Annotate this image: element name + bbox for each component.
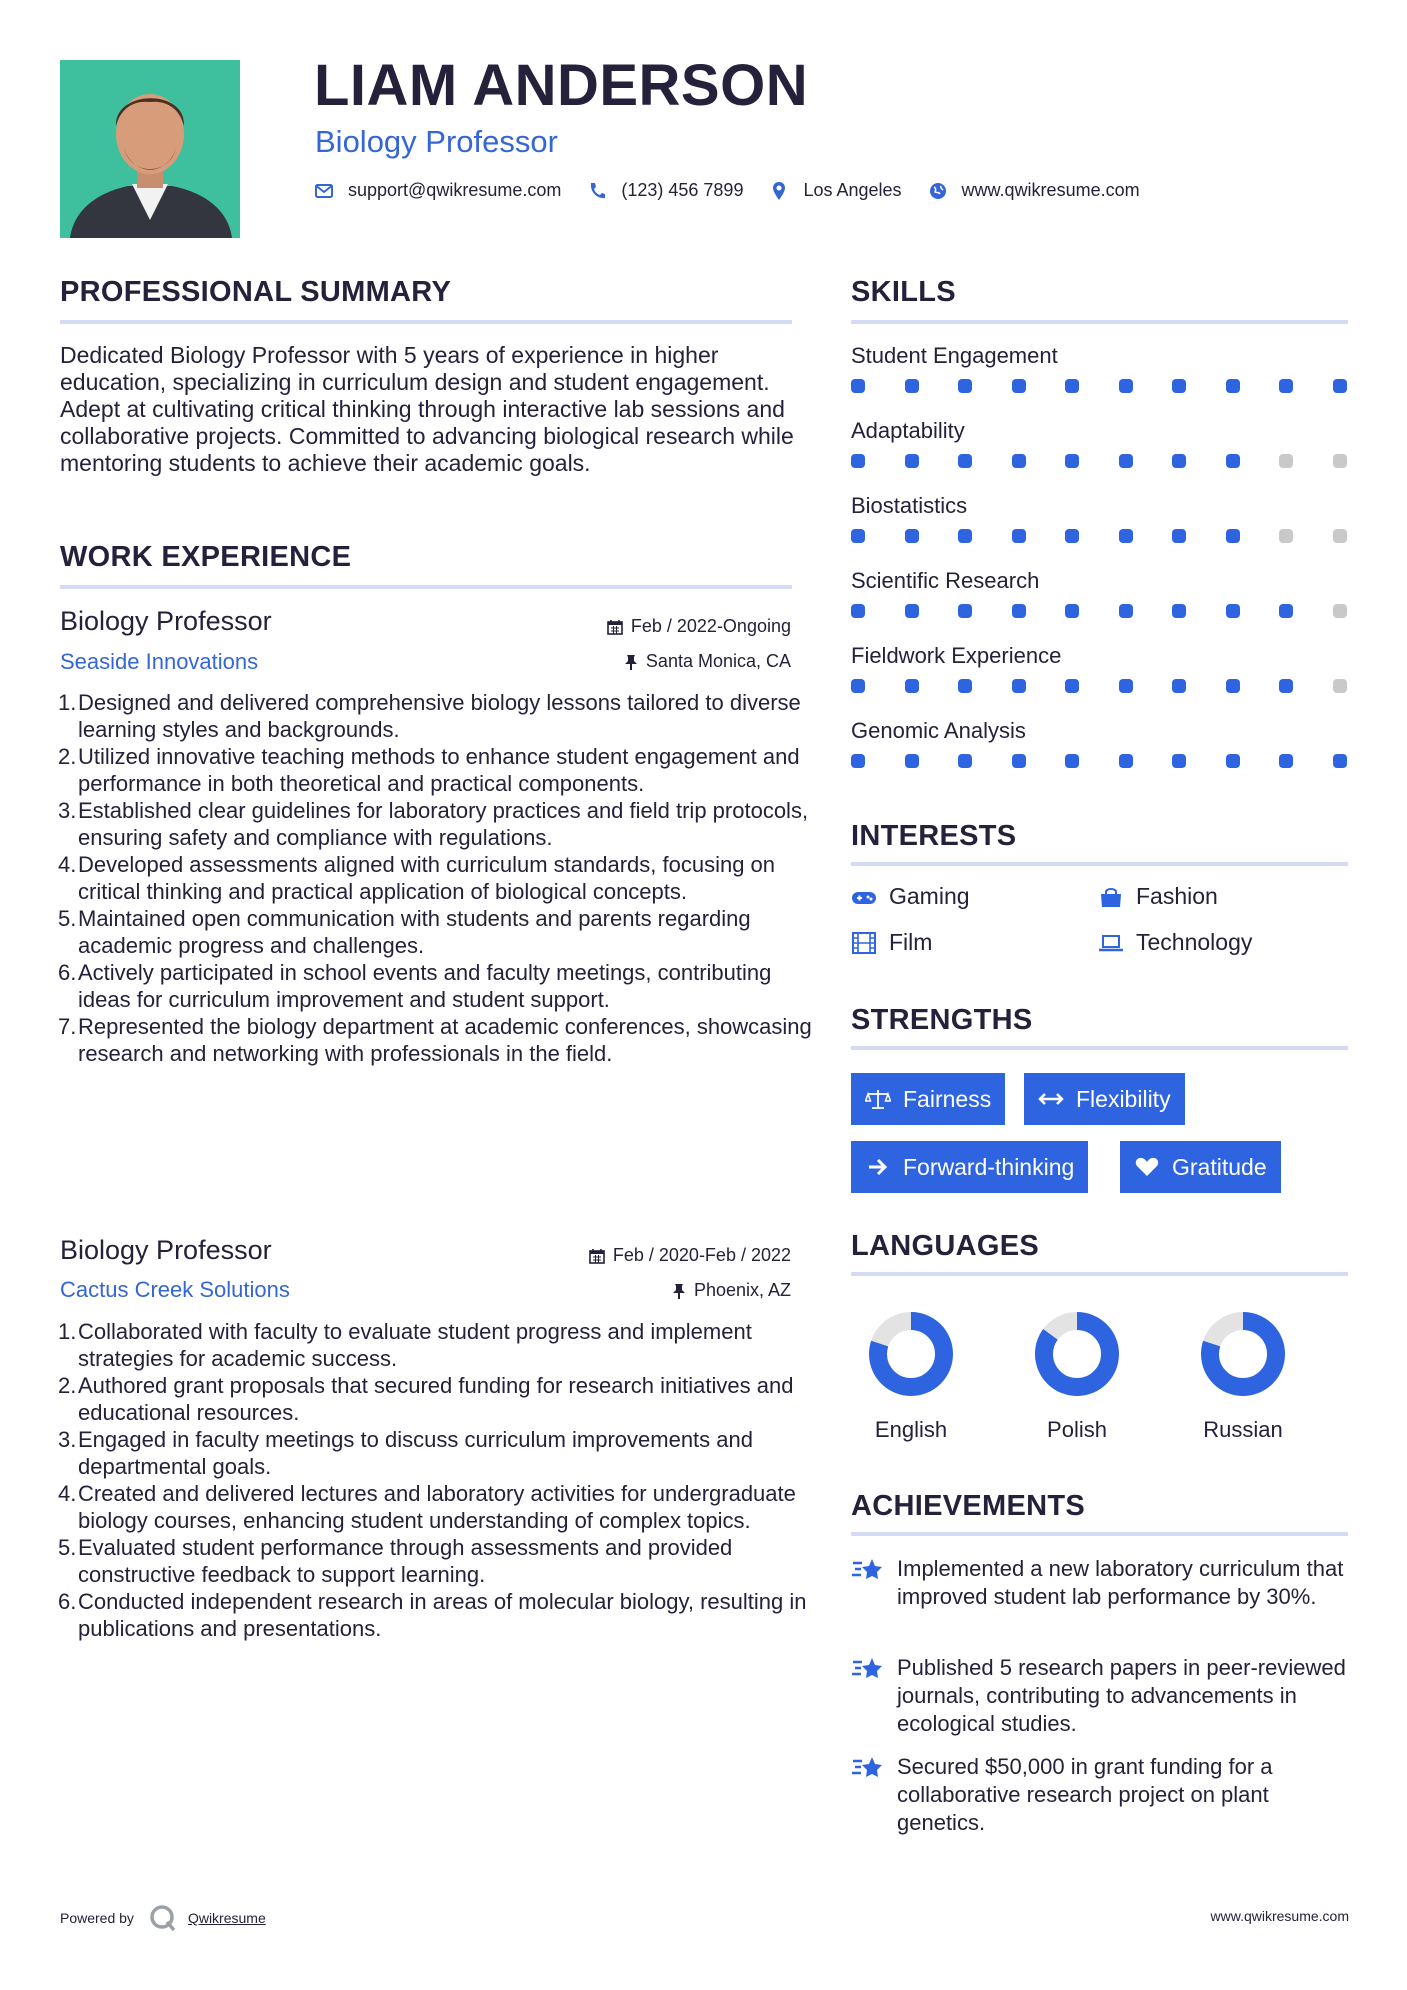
interest-label: Fashion: [1136, 883, 1218, 909]
skill-label: Scientific Research: [851, 568, 1040, 593]
laptop-icon: [1098, 932, 1124, 954]
rating-dot-filled: [1012, 454, 1026, 468]
rating-dot-empty: [1279, 529, 1293, 543]
skill-2: [851, 418, 1347, 468]
rating-dot-filled: [1119, 529, 1133, 543]
strength-badge-gratitude: [1120, 1141, 1281, 1193]
rating-dot-filled: [1119, 754, 1133, 768]
arrows-horizontal-icon: [1038, 1088, 1064, 1110]
list-item: Engaged in faculty meetings to discuss curriculum improvements and departmental goals.: [78, 1427, 753, 1479]
skill-4: [851, 568, 1347, 618]
job-1-location: [624, 651, 791, 672]
job-1-title: Biology Professor: [60, 606, 272, 636]
contact-website-text: www.qwikresume.com: [961, 180, 1140, 200]
rating-dot-filled: [1279, 604, 1293, 618]
arrow-right-icon: [865, 1156, 891, 1178]
rating-dot-filled: [1012, 379, 1026, 393]
footer-powered-by: [60, 1903, 266, 1933]
footer-website[interactable]: www.qwikresume.com: [1210, 1908, 1349, 1924]
skill-label: Biostatistics: [851, 493, 968, 518]
pin-icon: [624, 654, 638, 670]
summary-heading: PROFESSIONAL SUMMARY: [60, 276, 452, 308]
skill-rating: [851, 529, 1347, 543]
skill-5: [851, 643, 1347, 693]
contact-email-text: support@qwikresume.com: [348, 180, 562, 200]
rating-dot-filled: [958, 379, 972, 393]
languages-divider: [851, 1272, 1348, 1276]
skill-label: Fieldwork Experience: [851, 643, 1062, 668]
skill-rating: [851, 754, 1347, 768]
list-item: Authored grant proposals that secured funding for research initiatives and educational resources.: [78, 1373, 794, 1425]
list-item: Established clear guidelines for laboratory practices and field trip protocols, ensuring safety and compliance with regulations.: [78, 798, 809, 850]
rating-dot-filled: [1012, 529, 1026, 543]
interest-label: Film: [889, 929, 933, 955]
shooting-star-icon: [851, 1654, 885, 1684]
contact-phone[interactable]: [587, 180, 743, 201]
film-icon: [851, 932, 877, 954]
rating-dot-filled: [1279, 679, 1293, 693]
rating-dot-filled: [1172, 679, 1186, 693]
rating-dot-filled: [1012, 679, 1026, 693]
rating-dot-empty: [1333, 679, 1347, 693]
strength-badge-flexibility: [1024, 1073, 1185, 1125]
language-russian: [1173, 1310, 1313, 1443]
list-item: Collaborated with faculty to evaluate student progress and implement strategies for academic success.: [78, 1319, 752, 1371]
achievement-text: Implemented a new laboratory curriculum that improved student lab performance by 30%.: [897, 1556, 1344, 1609]
strength-label: Flexibility: [1076, 1085, 1171, 1112]
contact-location: [769, 180, 901, 201]
list-item: Evaluated student performance through assessments and provided constructive feedback to support learning.: [78, 1535, 733, 1587]
job-2-duties: [60, 1318, 818, 1642]
rating-dot-filled: [905, 604, 919, 618]
rating-dot-filled: [958, 529, 972, 543]
globe-icon: [928, 181, 948, 201]
skill-rating: [851, 679, 1347, 693]
rating-dot-empty: [1333, 529, 1347, 543]
list-item: Developed assessments aligned with curriculum standards, focusing on critical thinking and practical application of biological concepts.: [78, 852, 776, 904]
summary-divider: [60, 320, 792, 324]
skills-divider: [851, 320, 1348, 324]
shooting-star-icon: [851, 1753, 885, 1783]
rating-dot-filled: [1226, 679, 1240, 693]
rating-dot-filled: [851, 529, 865, 543]
list-item: Conducted independent research in areas of molecular biology, resulting in publications and presentations.: [78, 1589, 807, 1641]
contact-phone-text: (123) 456 7899: [621, 180, 744, 200]
job-1-date-text: Feb / 2022-Ongoing: [630, 616, 791, 636]
rating-dot-filled: [851, 604, 865, 618]
experience-divider: [60, 585, 792, 589]
skill-rating: [851, 454, 1347, 468]
rating-dot-filled: [851, 454, 865, 468]
rating-dot-filled: [1333, 379, 1347, 393]
language-label: English: [874, 1417, 948, 1442]
skill-label: Adaptability: [851, 418, 965, 443]
rating-dot-filled: [851, 679, 865, 693]
rating-dot-empty: [1333, 454, 1347, 468]
rating-dot-filled: [958, 679, 972, 693]
rating-dot-filled: [1279, 379, 1293, 393]
job-1-location-text: Santa Monica, CA: [645, 651, 791, 671]
rating-dot-filled: [851, 379, 865, 393]
rating-dot-filled: [1119, 379, 1133, 393]
rating-dot-filled: [1065, 604, 1079, 618]
skill-rating: [851, 379, 1347, 393]
achievements-divider: [851, 1532, 1348, 1536]
skill-1: [851, 343, 1347, 393]
language-label: Polish: [1047, 1417, 1107, 1442]
skill-label: Genomic Analysis: [851, 718, 1026, 743]
contact-email[interactable]: [314, 180, 561, 201]
interest-gaming: [851, 883, 970, 910]
rating-dot-filled: [1012, 604, 1026, 618]
strength-badge-fairness: [851, 1073, 1005, 1125]
interest-label: Gaming: [889, 883, 970, 909]
map-marker-icon: [769, 181, 789, 201]
skill-label: Student Engagement: [851, 343, 1058, 368]
interests-heading: INTERESTS: [851, 820, 1017, 852]
rating-dot-filled: [1279, 754, 1293, 768]
strength-label: Forward-thinking: [903, 1153, 1075, 1180]
rating-dot-filled: [1172, 754, 1186, 768]
brand-link[interactable]: Qwikresume: [187, 1910, 266, 1926]
rating-dot-filled: [1226, 754, 1240, 768]
envelope-icon: [314, 181, 334, 201]
job-2-location-text: Phoenix, AZ: [693, 1280, 791, 1300]
summary-text: Dedicated Biology Professor with 5 years of experience in higher education, specializing in curriculum design and student engagement. Adept at cultivating critical thinking through interactive lab sessions and collaborative projects. Committed to advancing biological research while mentoring students to achieve their academic goals.: [60, 342, 794, 476]
skill-rating: [851, 604, 1347, 618]
interest-film: [851, 929, 932, 956]
strength-badge-forward-thinking: [851, 1141, 1088, 1193]
list-item: Represented the biology department at academic conferences, showcasing research and networking with professionals in the field.: [78, 1014, 812, 1066]
rating-dot-filled: [1226, 604, 1240, 618]
rating-dot-filled: [958, 454, 972, 468]
list-item: Designed and delivered comprehensive biology lessons tailored to diverse learning styles and backgrounds.: [78, 690, 801, 742]
rating-dot-filled: [1119, 679, 1133, 693]
job-2-title: Biology Professor: [60, 1235, 272, 1265]
list-item: Utilized innovative teaching methods to enhance student engagement and performance in both theoretical and practical components.: [78, 744, 800, 796]
rating-dot-filled: [1172, 379, 1186, 393]
job-1-company[interactable]: Seaside Innovations: [60, 649, 259, 674]
achievement-text: Secured $50,000 in grant funding for a collaborative research project on plant genetics.: [897, 1754, 1273, 1835]
qwikresume-logo-icon: [148, 1903, 178, 1933]
heart-icon: [1134, 1156, 1160, 1178]
job-1-date: [607, 616, 791, 637]
job-2-location: [672, 1280, 791, 1301]
rating-dot-filled: [1226, 454, 1240, 468]
job-1-duties: [60, 689, 818, 1067]
rating-dot-filled: [1012, 754, 1026, 768]
language-label: Russian: [1203, 1417, 1283, 1442]
rating-dot-empty: [1333, 604, 1347, 618]
rating-dot-filled: [1226, 379, 1240, 393]
rating-dot-filled: [1065, 529, 1079, 543]
job-2-company[interactable]: Cactus Creek Solutions: [60, 1277, 290, 1302]
rating-dot-filled: [905, 454, 919, 468]
rating-dot-filled: [1065, 379, 1079, 393]
achievement-1: [851, 1555, 1348, 1611]
rating-dot-filled: [1119, 604, 1133, 618]
contact-location-text: Los Angeles: [803, 180, 902, 200]
rating-dot-filled: [1119, 454, 1133, 468]
job-2-date-text: Feb / 2020-Feb / 2022: [612, 1245, 791, 1265]
language-donut: [867, 1310, 955, 1398]
achievement-2: [851, 1654, 1348, 1738]
contact-bar: [314, 180, 1166, 201]
job-2-date: [589, 1245, 791, 1266]
balance-scale-icon: [865, 1088, 891, 1110]
strength-label: Gratitude: [1172, 1153, 1267, 1180]
skill-3: [851, 493, 1347, 543]
shooting-star-icon: [851, 1555, 885, 1585]
skill-6: [851, 718, 1347, 768]
calendar-icon: [589, 1248, 605, 1264]
rating-dot-filled: [1333, 754, 1347, 768]
pin-icon: [672, 1283, 686, 1299]
list-item: Maintained open communication with students and parents regarding academic progress and challenges.: [78, 906, 751, 958]
strengths-divider: [851, 1046, 1348, 1050]
rating-dot-filled: [1172, 604, 1186, 618]
interests-divider: [851, 862, 1348, 866]
strengths-heading: STRENGTHS: [851, 1004, 1033, 1036]
powered-by-text: Powered by: [60, 1910, 134, 1926]
rating-dot-filled: [958, 604, 972, 618]
experience-heading: WORK EXPERIENCE: [60, 541, 352, 573]
rating-dot-filled: [1226, 529, 1240, 543]
rating-dot-filled: [905, 754, 919, 768]
list-item: Actively participated in school events and faculty meetings, contributing ideas for curriculum improvement and student support.: [78, 960, 772, 1012]
rating-dot-filled: [958, 754, 972, 768]
interest-fashion: [1098, 883, 1218, 910]
calendar-icon: [607, 619, 623, 635]
rating-dot-filled: [1065, 679, 1079, 693]
rating-dot-filled: [1065, 754, 1079, 768]
skills-heading: SKILLS: [851, 276, 956, 308]
strength-label: Fairness: [903, 1085, 992, 1112]
language-english: [841, 1310, 981, 1443]
rating-dot-empty: [1279, 454, 1293, 468]
rating-dot-filled: [905, 679, 919, 693]
rating-dot-filled: [1172, 529, 1186, 543]
language-donut: [1033, 1310, 1121, 1398]
achievements-heading: ACHIEVEMENTS: [851, 1490, 1086, 1522]
candidate-name: LIAM ANDERSON: [314, 53, 809, 118]
languages-heading: LANGUAGES: [851, 1230, 1039, 1262]
gamepad-icon: [851, 886, 877, 908]
contact-website[interactable]: [928, 180, 1140, 201]
rating-dot-filled: [1065, 454, 1079, 468]
language-polish: [1007, 1310, 1147, 1443]
profile-photo: [60, 60, 240, 238]
shopping-bag-icon: [1098, 886, 1124, 908]
rating-dot-filled: [1172, 454, 1186, 468]
language-donut: [1199, 1310, 1287, 1398]
rating-dot-filled: [851, 754, 865, 768]
achievement-text: Published 5 research papers in peer-reviewed journals, contributing to advancements in ecological studies.: [897, 1655, 1346, 1736]
rating-dot-filled: [905, 379, 919, 393]
interest-technology: [1098, 929, 1252, 956]
phone-icon: [587, 181, 607, 201]
candidate-role: Biology Professor: [315, 124, 558, 159]
rating-dot-filled: [905, 529, 919, 543]
interest-label: Technology: [1136, 929, 1253, 955]
list-item: Created and delivered lectures and laboratory activities for undergraduate biology courses, enhancing student understanding of complex topics.: [78, 1481, 796, 1533]
achievement-3: [851, 1753, 1348, 1837]
